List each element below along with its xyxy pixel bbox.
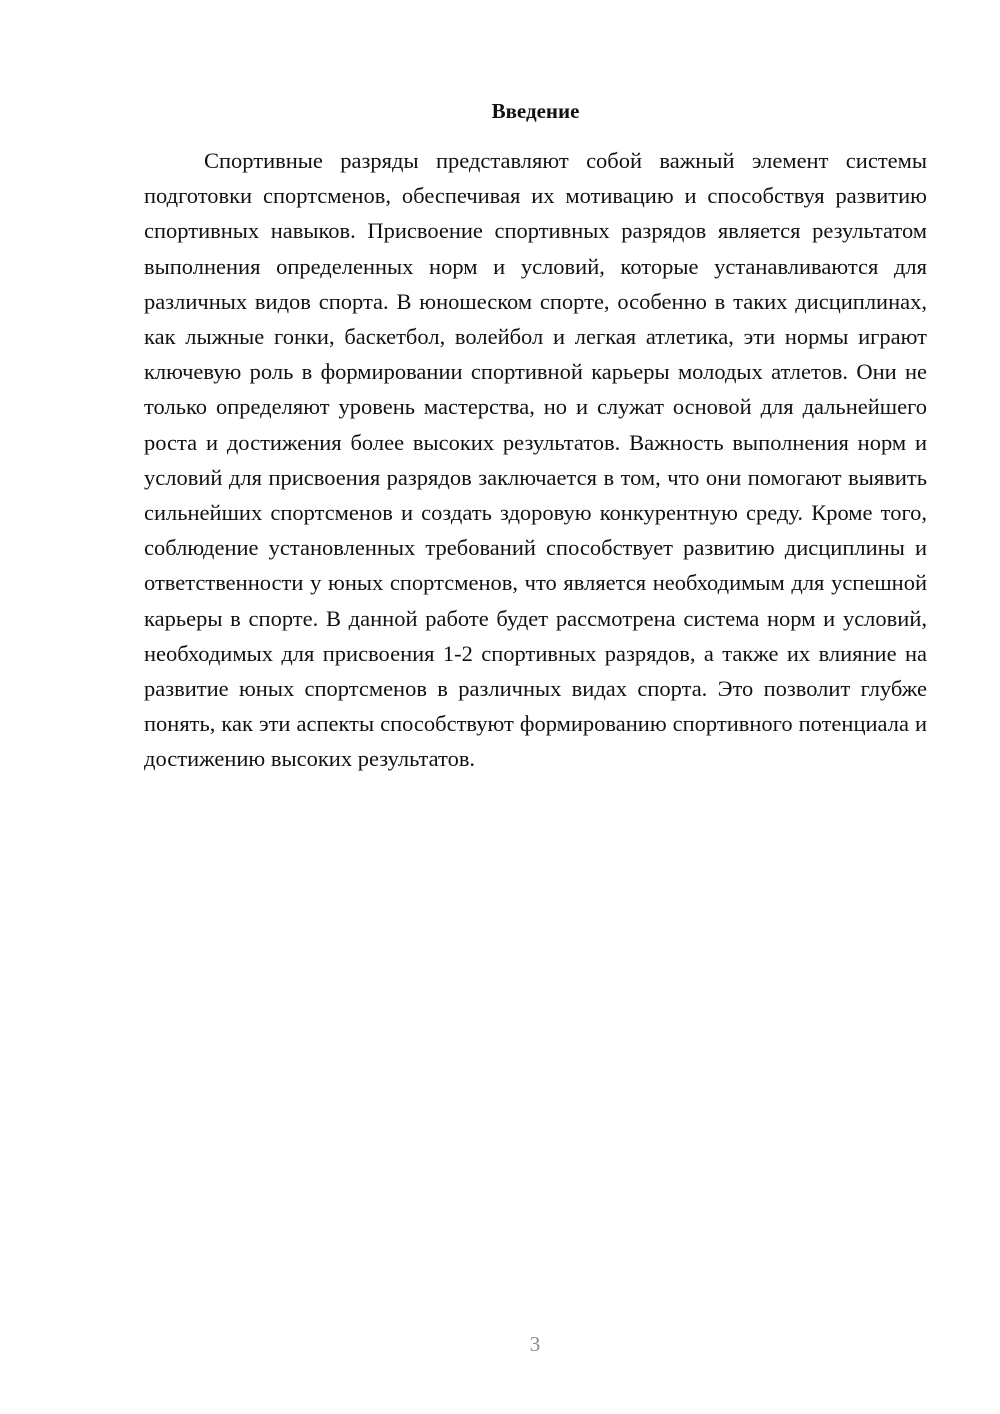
page-number: 3 [529, 1332, 541, 1356]
page-title: Введение [491, 99, 580, 123]
body-paragraph: Спортивные разряды представляют собой важный элемент системы подготовки спортсменов, обеспечивая их мотивацию и способствуя развитию спортивных навыков. Присвоение спортивных разрядов является результатом выполнения определенных норм и условий, которые устанавливаются для различных видов спорта. В юношеском спорте, особенно в таких дисциплинах, как лыжные гонки, баскетбол, волейбол и легкая атлетика, эти нормы играют ключевую роль в формировании спортивной карьеры молодых атлетов. Они не только определяют уровень мастерства, но и служат основой для дальнейшего роста и достижения более высоких результатов. Важность выполнения норм и условий для присвоения разрядов заключается в том, что они помогают выявить сильнейших спортсменов и создать здоровую конкурентную среду. Кроме того, соблюдение установленных требований способствует развитию дисциплины и ответственности у юных спортсменов, что является необходимым для успешной карьеры в спорте. В данной работе будет рассмотрена система норм и условий, необходимых для присвоения 1-2 спортивных разрядов, а также их влияние на развитие юных спортсменов в различных видах спорта. Это позволит глубже понять, как эти аспекты способствуют формированию спортивного потенциала и достижению высоких результатов. [144, 148, 927, 772]
